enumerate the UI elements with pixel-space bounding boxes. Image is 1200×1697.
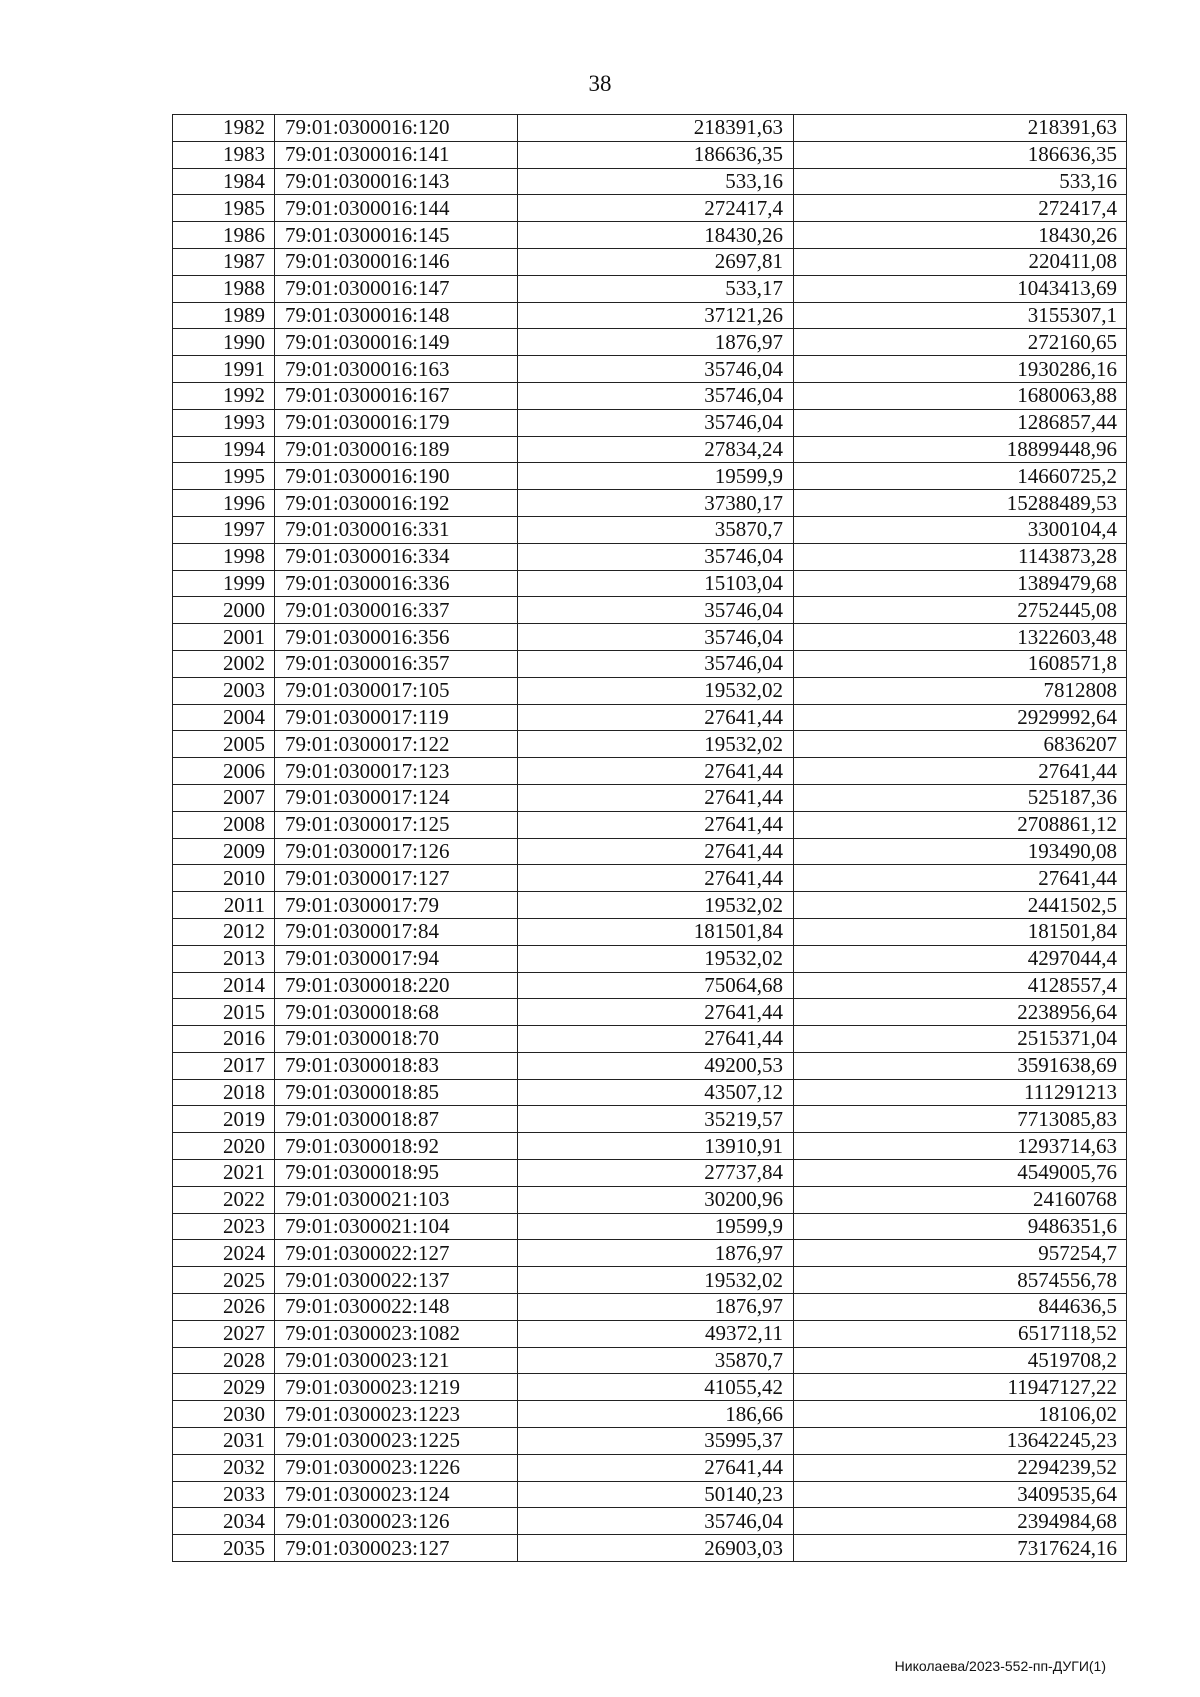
- total-value-cell: 8574556,78: [794, 1267, 1127, 1294]
- total-value-cell: 27641,44: [794, 865, 1127, 892]
- value-cell: 43507,12: [518, 1079, 794, 1106]
- cadastral-number-cell: 79:01:0300017:127: [275, 865, 518, 892]
- table-row: [173, 1160, 1127, 1187]
- total-value-cell: 9486351,6: [794, 1213, 1127, 1240]
- row-number-cell: 2010: [173, 865, 275, 892]
- row-number-cell: 1999: [173, 570, 275, 597]
- row-number-cell: 1991: [173, 356, 275, 383]
- total-value-cell: 2394984,68: [794, 1508, 1127, 1535]
- table-row: [173, 463, 1127, 490]
- value-cell: 181501,84: [518, 918, 794, 945]
- total-value-cell: 844636,5: [794, 1294, 1127, 1321]
- row-number-cell: 2001: [173, 624, 275, 651]
- row-number-cell: 2007: [173, 784, 275, 811]
- cadastral-number-cell: 79:01:0300017:79: [275, 892, 518, 919]
- value-cell: 30200,96: [518, 1186, 794, 1213]
- cadastral-number-cell: 79:01:0300022:137: [275, 1267, 518, 1294]
- total-value-cell: 4128557,4: [794, 972, 1127, 999]
- total-value-cell: 1608571,8: [794, 650, 1127, 677]
- row-number-cell: 2033: [173, 1481, 275, 1508]
- table-row: [173, 731, 1127, 758]
- row-number-cell: 2003: [173, 677, 275, 704]
- row-number-cell: 1988: [173, 275, 275, 302]
- cadastral-number-cell: 79:01:0300017:122: [275, 731, 518, 758]
- row-number-cell: 2004: [173, 704, 275, 731]
- table-row: [173, 1508, 1127, 1535]
- table-row: [173, 409, 1127, 436]
- row-number-cell: 2013: [173, 945, 275, 972]
- row-number-cell: 1992: [173, 382, 275, 409]
- total-value-cell: 186636,35: [794, 141, 1127, 168]
- value-cell: 186,66: [518, 1401, 794, 1428]
- cadastral-number-cell: 79:01:0300017:84: [275, 918, 518, 945]
- value-cell: 35746,04: [518, 1508, 794, 1535]
- table-row: [173, 1133, 1127, 1160]
- row-number-cell: 2011: [173, 892, 275, 919]
- cadastral-number-cell: 79:01:0300018:83: [275, 1052, 518, 1079]
- value-cell: 49200,53: [518, 1052, 794, 1079]
- page-number: 38: [588, 71, 612, 96]
- table-row: [173, 222, 1127, 249]
- cadastral-number-cell: 79:01:0300021:103: [275, 1186, 518, 1213]
- row-number-cell: 2027: [173, 1320, 275, 1347]
- value-cell: 19532,02: [518, 1267, 794, 1294]
- row-number-cell: 2002: [173, 650, 275, 677]
- total-value-cell: 14660725,2: [794, 463, 1127, 490]
- cadastral-number-cell: 79:01:0300016:163: [275, 356, 518, 383]
- total-value-cell: 2929992,64: [794, 704, 1127, 731]
- row-number-cell: 2018: [173, 1079, 275, 1106]
- value-cell: 75064,68: [518, 972, 794, 999]
- value-cell: 35746,04: [518, 543, 794, 570]
- value-cell: 35746,04: [518, 382, 794, 409]
- row-number-cell: 2029: [173, 1374, 275, 1401]
- total-value-cell: 272160,65: [794, 329, 1127, 356]
- cadastral-number-cell: 79:01:0300016:190: [275, 463, 518, 490]
- table-row: [173, 1106, 1127, 1133]
- table-row: [173, 436, 1127, 463]
- cadastral-number-cell: 79:01:0300023:1226: [275, 1454, 518, 1481]
- total-value-cell: 7713085,83: [794, 1106, 1127, 1133]
- row-number-cell: 2000: [173, 597, 275, 624]
- total-value-cell: 193490,08: [794, 838, 1127, 865]
- cadastral-number-cell: 79:01:0300018:92: [275, 1133, 518, 1160]
- row-number-cell: 1989: [173, 302, 275, 329]
- cadastral-number-cell: 79:01:0300022:148: [275, 1294, 518, 1321]
- row-number-cell: 1998: [173, 543, 275, 570]
- value-cell: 1876,97: [518, 329, 794, 356]
- table-row: [173, 597, 1127, 624]
- cadastral-number-cell: 79:01:0300017:119: [275, 704, 518, 731]
- cadastral-number-cell: 79:01:0300023:124: [275, 1481, 518, 1508]
- row-number-cell: 1987: [173, 248, 275, 275]
- table-row: [173, 329, 1127, 356]
- row-number-cell: 2005: [173, 731, 275, 758]
- table-row: [173, 1186, 1127, 1213]
- value-cell: 27641,44: [518, 784, 794, 811]
- cadastral-number-cell: 79:01:0300023:1223: [275, 1401, 518, 1428]
- row-number-cell: 1997: [173, 516, 275, 543]
- table-row: [173, 624, 1127, 651]
- row-number-cell: 2034: [173, 1508, 275, 1535]
- row-number-cell: 2028: [173, 1347, 275, 1374]
- total-value-cell: 1286857,44: [794, 409, 1127, 436]
- total-value-cell: 4519708,2: [794, 1347, 1127, 1374]
- value-cell: 27641,44: [518, 758, 794, 785]
- value-cell: 49372,11: [518, 1320, 794, 1347]
- value-cell: 37121,26: [518, 302, 794, 329]
- value-cell: 1876,97: [518, 1294, 794, 1321]
- table-row: [173, 918, 1127, 945]
- table-row: [173, 1535, 1127, 1562]
- row-number-cell: 1990: [173, 329, 275, 356]
- cadastral-number-cell: 79:01:0300016:357: [275, 650, 518, 677]
- cadastral-number-cell: 79:01:0300016:192: [275, 490, 518, 517]
- table-row: [173, 677, 1127, 704]
- table-row: [173, 1428, 1127, 1455]
- row-number-cell: 2035: [173, 1535, 275, 1562]
- total-value-cell: 181501,84: [794, 918, 1127, 945]
- value-cell: 27641,44: [518, 838, 794, 865]
- total-value-cell: 4549005,76: [794, 1160, 1127, 1187]
- table-row: [173, 543, 1127, 570]
- total-value-cell: 13642245,23: [794, 1428, 1127, 1455]
- cadastral-number-cell: 79:01:0300022:127: [275, 1240, 518, 1267]
- table-row: [173, 141, 1127, 168]
- cadastral-number-cell: 79:01:0300023:1082: [275, 1320, 518, 1347]
- total-value-cell: 1389479,68: [794, 570, 1127, 597]
- value-cell: 533,16: [518, 168, 794, 195]
- table-row: [173, 999, 1127, 1026]
- value-cell: 19532,02: [518, 945, 794, 972]
- cadastral-number-cell: 79:01:0300017:126: [275, 838, 518, 865]
- table-row: [173, 892, 1127, 919]
- row-number-cell: 1994: [173, 436, 275, 463]
- cadastral-number-cell: 79:01:0300016:145: [275, 222, 518, 249]
- value-cell: 272417,4: [518, 195, 794, 222]
- total-value-cell: 2752445,08: [794, 597, 1127, 624]
- total-value-cell: 111291213: [794, 1079, 1127, 1106]
- value-cell: 27737,84: [518, 1160, 794, 1187]
- total-value-cell: 3155307,1: [794, 302, 1127, 329]
- cadastral-number-cell: 79:01:0300017:94: [275, 945, 518, 972]
- total-value-cell: 957254,7: [794, 1240, 1127, 1267]
- cadastral-number-cell: 79:01:0300023:126: [275, 1508, 518, 1535]
- value-cell: 35746,04: [518, 409, 794, 436]
- total-value-cell: 3591638,69: [794, 1052, 1127, 1079]
- value-cell: 186636,35: [518, 141, 794, 168]
- cadastral-number-cell: 79:01:0300016:149: [275, 329, 518, 356]
- cadastral-number-cell: 79:01:0300016:189: [275, 436, 518, 463]
- cadastral-number-cell: 79:01:0300018:68: [275, 999, 518, 1026]
- value-cell: 18430,26: [518, 222, 794, 249]
- cadastral-number-cell: 79:01:0300016:148: [275, 302, 518, 329]
- total-value-cell: 2294239,52: [794, 1454, 1127, 1481]
- table-row: [173, 972, 1127, 999]
- value-cell: 27641,44: [518, 1454, 794, 1481]
- row-number-cell: 1983: [173, 141, 275, 168]
- cadastral-number-cell: 79:01:0300023:1225: [275, 1428, 518, 1455]
- value-cell: 19599,9: [518, 463, 794, 490]
- total-value-cell: 7317624,16: [794, 1535, 1127, 1562]
- total-value-cell: 15288489,53: [794, 490, 1127, 517]
- table-row: [173, 1213, 1127, 1240]
- total-value-cell: 1322603,48: [794, 624, 1127, 651]
- row-number-cell: 2017: [173, 1052, 275, 1079]
- value-cell: 2697,81: [518, 248, 794, 275]
- value-cell: 35746,04: [518, 624, 794, 651]
- total-value-cell: 7812808: [794, 677, 1127, 704]
- cadastral-value-table: [172, 114, 1127, 1562]
- value-cell: 35219,57: [518, 1106, 794, 1133]
- row-number-cell: 2026: [173, 1294, 275, 1321]
- row-number-cell: 2023: [173, 1213, 275, 1240]
- total-value-cell: 1143873,28: [794, 543, 1127, 570]
- table-row: [173, 168, 1127, 195]
- cadastral-number-cell: 79:01:0300016:147: [275, 275, 518, 302]
- table-row: [173, 945, 1127, 972]
- total-value-cell: 2515371,04: [794, 1026, 1127, 1053]
- table-body: [173, 115, 1127, 1562]
- total-value-cell: 6517118,52: [794, 1320, 1127, 1347]
- cadastral-number-cell: 79:01:0300016:167: [275, 382, 518, 409]
- table-row: [173, 865, 1127, 892]
- total-value-cell: 1930286,16: [794, 356, 1127, 383]
- row-number-cell: 2024: [173, 1240, 275, 1267]
- row-number-cell: 2008: [173, 811, 275, 838]
- total-value-cell: 525187,36: [794, 784, 1127, 811]
- cadastral-number-cell: 79:01:0300016:356: [275, 624, 518, 651]
- total-value-cell: 2708861,12: [794, 811, 1127, 838]
- value-cell: 19532,02: [518, 677, 794, 704]
- value-cell: 19599,9: [518, 1213, 794, 1240]
- row-number-cell: 2019: [173, 1106, 275, 1133]
- value-cell: 15103,04: [518, 570, 794, 597]
- value-cell: 27834,24: [518, 436, 794, 463]
- cadastral-number-cell: 79:01:0300016:331: [275, 516, 518, 543]
- total-value-cell: 18899448,96: [794, 436, 1127, 463]
- row-number-cell: 1996: [173, 490, 275, 517]
- row-number-cell: 1984: [173, 168, 275, 195]
- row-number-cell: 2025: [173, 1267, 275, 1294]
- cadastral-number-cell: 79:01:0300016:336: [275, 570, 518, 597]
- table-row: [173, 838, 1127, 865]
- total-value-cell: 3409535,64: [794, 1481, 1127, 1508]
- row-number-cell: 2021: [173, 1160, 275, 1187]
- row-number-cell: 1986: [173, 222, 275, 249]
- value-cell: 533,17: [518, 275, 794, 302]
- row-number-cell: 1993: [173, 409, 275, 436]
- table-row: [173, 1454, 1127, 1481]
- cadastral-number-cell: 79:01:0300017:123: [275, 758, 518, 785]
- table-row: [173, 1481, 1127, 1508]
- total-value-cell: 220411,08: [794, 248, 1127, 275]
- table-row: [173, 1401, 1127, 1428]
- value-cell: 218391,63: [518, 115, 794, 142]
- cadastral-number-cell: 79:01:0300016:144: [275, 195, 518, 222]
- cadastral-number-cell: 79:01:0300021:104: [275, 1213, 518, 1240]
- value-cell: 37380,17: [518, 490, 794, 517]
- total-value-cell: 24160768: [794, 1186, 1127, 1213]
- row-number-cell: 2015: [173, 999, 275, 1026]
- total-value-cell: 533,16: [794, 168, 1127, 195]
- value-cell: 19532,02: [518, 892, 794, 919]
- value-cell: 35746,04: [518, 650, 794, 677]
- table-row: [173, 1347, 1127, 1374]
- table-row: [173, 1374, 1127, 1401]
- cadastral-number-cell: 79:01:0300018:85: [275, 1079, 518, 1106]
- cadastral-number-cell: 79:01:0300016:337: [275, 597, 518, 624]
- cadastral-number-cell: 79:01:0300016:179: [275, 409, 518, 436]
- table-row: [173, 248, 1127, 275]
- cadastral-number-cell: 79:01:0300017:105: [275, 677, 518, 704]
- cadastral-number-cell: 79:01:0300016:141: [275, 141, 518, 168]
- row-number-cell: 1985: [173, 195, 275, 222]
- value-cell: 27641,44: [518, 999, 794, 1026]
- row-number-cell: 1982: [173, 115, 275, 142]
- value-cell: 35870,7: [518, 516, 794, 543]
- table-row: [173, 195, 1127, 222]
- table-row: [173, 1320, 1127, 1347]
- total-value-cell: 3300104,4: [794, 516, 1127, 543]
- row-number-cell: 2012: [173, 918, 275, 945]
- cadastral-number-cell: 79:01:0300016:120: [275, 115, 518, 142]
- cadastral-number-cell: 79:01:0300023:1219: [275, 1374, 518, 1401]
- total-value-cell: 4297044,4: [794, 945, 1127, 972]
- table-row: [173, 784, 1127, 811]
- value-cell: 35995,37: [518, 1428, 794, 1455]
- cadastral-number-cell: 79:01:0300017:125: [275, 811, 518, 838]
- table-row: [173, 1079, 1127, 1106]
- value-cell: 35746,04: [518, 356, 794, 383]
- total-value-cell: 18430,26: [794, 222, 1127, 249]
- value-cell: 27641,44: [518, 811, 794, 838]
- total-value-cell: 1043413,69: [794, 275, 1127, 302]
- table-row: [173, 490, 1127, 517]
- value-cell: 27641,44: [518, 1026, 794, 1053]
- table-row: [173, 115, 1127, 142]
- row-number-cell: 2020: [173, 1133, 275, 1160]
- cadastral-number-cell: 79:01:0300023:127: [275, 1535, 518, 1562]
- table-row: [173, 570, 1127, 597]
- cadastral-number-cell: 79:01:0300023:121: [275, 1347, 518, 1374]
- value-cell: 26903,03: [518, 1535, 794, 1562]
- total-value-cell: 2441502,5: [794, 892, 1127, 919]
- cadastral-number-cell: 79:01:0300016:143: [275, 168, 518, 195]
- table-row: [173, 1240, 1127, 1267]
- value-cell: 41055,42: [518, 1374, 794, 1401]
- value-cell: 13910,91: [518, 1133, 794, 1160]
- total-value-cell: 1293714,63: [794, 1133, 1127, 1160]
- table-row: [173, 704, 1127, 731]
- cadastral-number-cell: 79:01:0300016:146: [275, 248, 518, 275]
- total-value-cell: 2238956,64: [794, 999, 1127, 1026]
- row-number-cell: 2030: [173, 1401, 275, 1428]
- row-number-cell: 2014: [173, 972, 275, 999]
- row-number-cell: 1995: [173, 463, 275, 490]
- total-value-cell: 6836207: [794, 731, 1127, 758]
- row-number-cell: 2006: [173, 758, 275, 785]
- row-number-cell: 2016: [173, 1026, 275, 1053]
- total-value-cell: 1680063,88: [794, 382, 1127, 409]
- table-row: [173, 356, 1127, 383]
- total-value-cell: 18106,02: [794, 1401, 1127, 1428]
- total-value-cell: 272417,4: [794, 195, 1127, 222]
- table-row: [173, 1267, 1127, 1294]
- table-row: [173, 650, 1127, 677]
- value-cell: 35746,04: [518, 597, 794, 624]
- table-row: [173, 1294, 1127, 1321]
- value-cell: 19532,02: [518, 731, 794, 758]
- total-value-cell: 218391,63: [794, 115, 1127, 142]
- total-value-cell: 11947127,22: [794, 1374, 1127, 1401]
- table-row: [173, 275, 1127, 302]
- row-number-cell: 2032: [173, 1454, 275, 1481]
- row-number-cell: 2009: [173, 838, 275, 865]
- cadastral-number-cell: 79:01:0300018:70: [275, 1026, 518, 1053]
- table-row: [173, 811, 1127, 838]
- table-row: [173, 1052, 1127, 1079]
- total-value-cell: 27641,44: [794, 758, 1127, 785]
- table-row: [173, 302, 1127, 329]
- table-row: [173, 1026, 1127, 1053]
- table-row: [173, 382, 1127, 409]
- value-cell: 35870,7: [518, 1347, 794, 1374]
- document-reference: Николаева/2023-552-пп-ДУГИ(1): [894, 1658, 1106, 1674]
- value-cell: 50140,23: [518, 1481, 794, 1508]
- value-cell: 27641,44: [518, 704, 794, 731]
- cadastral-number-cell: 79:01:0300017:124: [275, 784, 518, 811]
- value-cell: 27641,44: [518, 865, 794, 892]
- cadastral-number-cell: 79:01:0300018:87: [275, 1106, 518, 1133]
- row-number-cell: 2031: [173, 1428, 275, 1455]
- cadastral-number-cell: 79:01:0300016:334: [275, 543, 518, 570]
- table-row: [173, 516, 1127, 543]
- cadastral-number-cell: 79:01:0300018:95: [275, 1160, 518, 1187]
- cadastral-number-cell: 79:01:0300018:220: [275, 972, 518, 999]
- row-number-cell: 2022: [173, 1186, 275, 1213]
- table-row: [173, 758, 1127, 785]
- value-cell: 1876,97: [518, 1240, 794, 1267]
